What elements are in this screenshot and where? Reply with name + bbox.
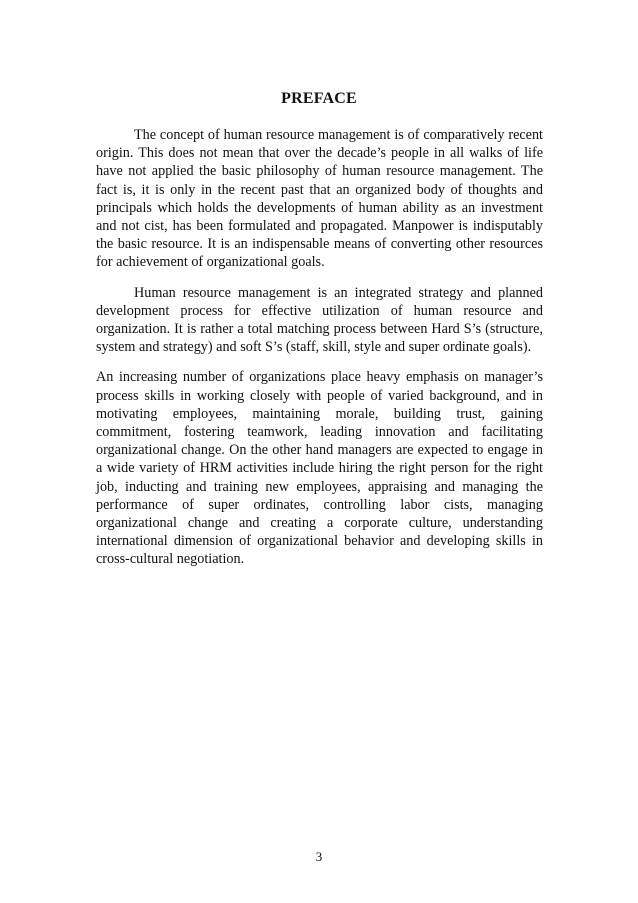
page-number: 3 (315, 849, 323, 864)
paragraph-2: Human resource management is an integrated strategy and planned development process for effective utilization of human resource and organization. It is rather a total matching process between Hard S’s (structure, system and strategy) and soft S’s (staff, skill, style and super ordinate goals). (96, 284, 543, 356)
paragraph-1: The concept of human resource management is of comparatively recent origin. This does not mean that over the decade’s people in all walks of life have not applied the basic philosophy of human resource management. The fact is, it is only in the recent past that an organized body of thoughts and principals which holds the developments of human ability as an investment and not cist, has been formulated and propagated. Manpower is indisputably the basic resource. It is an indispensable means of converting other resources for achievement of organizational goals. (96, 127, 543, 271)
paragraph-3: An increasing number of organizations place heavy emphasis on manager’s process skills in working closely with people of varied background, and in motivating employees, maintaining morale, building trust, gaining commitment, fostering teamwork, leading innovation and facilitating organizational change. On the other hand managers are expected to engage in a wide variety of HRM activities include hiring the right person for the right job, inducting and training new employees, appraising and managing the performance of super ordinates, controlling labor cists, managing organizational change and creating a corporate culture, understanding international dimension of organizational behavior and developing skills in cross-cultural negotiation. (96, 369, 543, 568)
page-title: PREFACE (281, 90, 357, 107)
preface-body (96, 126, 543, 581)
